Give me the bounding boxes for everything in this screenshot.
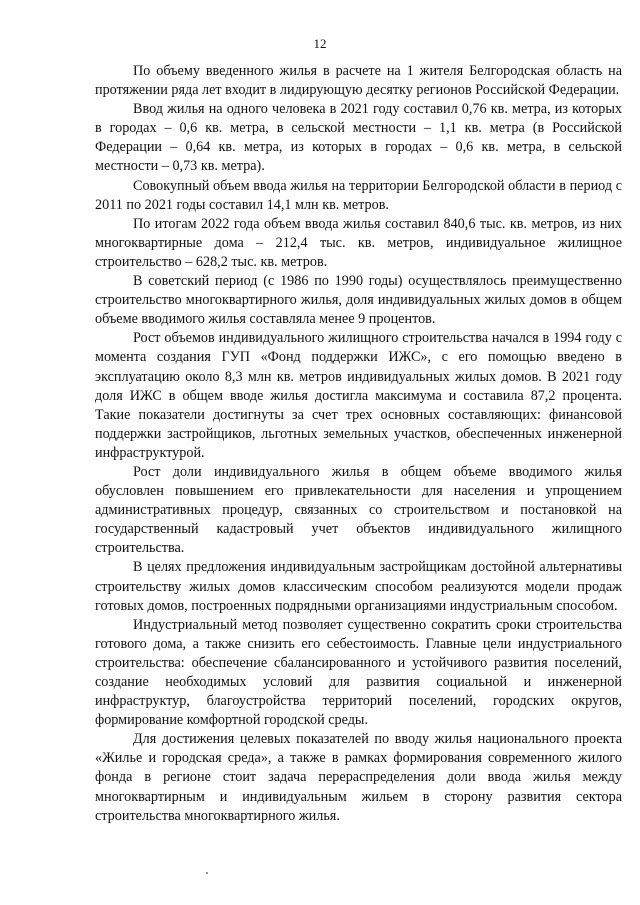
paragraph-total-2011-2021: Совокупный объем ввода жилья на территории Белгородской области в период с 2011 по 2021 годы составил 14,1 млн кв. метров. (95, 177, 622, 213)
paragraph-per-capita-2021: Ввод жилья на одного человека в 2021 году составил 0,76 кв. метра, из которых в городах – 0,6 кв. метра, в сельской местности – 1,1 кв. метра (в Российской Федерации – 0,64 кв. метра, из которых в городах – 0,6 кв. метра, в сельской местности – 0,73 кв. метра). (95, 101, 622, 175)
paragraph-alternative-models: В целях предложения индивидуальным застройщикам достойной альтернативы строительству жилых домов классическим способом реализуются модели продаж готовых домов, построенных подрядными организациями индустриальным способом. (95, 559, 622, 614)
paragraph-soviet-period: В советский период (с 1986 по 1990 годы) осуществлялось преимущественно строительство многоквартирного жилья, доля индивидуальных жилых домов в общем объеме вводимого жилья составляла менее 9 процентов. (95, 273, 622, 328)
document-body (95, 62, 622, 826)
scan-artifact (206, 872, 208, 874)
paragraph-results-2022: По итогам 2022 года объем ввода жилья составил 840,6 тыс. кв. метров, из них многоквартирные дома – 212,4 тыс. кв. метров, индивидуальное жилищное строительство – 628,2 тыс. кв. метров. (95, 215, 622, 270)
paragraph-share-growth: Рост доли индивидуального жилья в общем объеме вводимого жилья обусловлен повышением его привлекательности для населения и упрощением административных процедур, связанных со строительством и постановкой на государственный кадастровый учет объектов индивидуального жилищного строительства. (95, 463, 622, 557)
paragraph-targets: Для достижения целевых показателей по вводу жилья национального проекта «Жилье и городская среда», а также в рамках формирования современного жилого фонда в регионе стоит задача перераспределения доли ввода жилья между многоквартирным и индивидуальным жильем в сторону развития сектора строительства многоквартирного жилья. (95, 731, 622, 824)
paragraph-housing-rank: По объему введенного жилья в расчете на 1 жителя Белгородская область на протяжении ряда лет входит в лидирующую десятку регионов Российской Федерации. (95, 63, 622, 99)
paragraph-industrial-method: Индустриальный метод позволяет существенно сократить сроки строительства готового дома, а также снизить его себестоимость. Главные цели индустриального строительства: обеспечение сбалансированного и устойчивого развития поселений, создание необходимых условий для развития социальной и инженерной инфраструктур, благоустройства территорий поселений, городских округов, формирование комфортной городской среды. (95, 616, 622, 729)
paragraph-ijs-growth: Рост объемов индивидуального жилищного строительства начался в 1994 году с момента создания ГУП «Фонд поддержки ИЖС», с его помощью введено в эксплуатацию около 8,3 млн кв. метров индивидуальных жилых домов. В 2021 году доля ИЖС в общем вводе жилья достигла максимума и составила 87,2 процента. Такие показатели достигнуты за счет трех основных составляющих: финансовой поддержки застройщиков, льготных земельных участков, обеспеченных инженерной инфраструктурой. (95, 330, 622, 461)
page-number: 12 (313, 36, 327, 51)
